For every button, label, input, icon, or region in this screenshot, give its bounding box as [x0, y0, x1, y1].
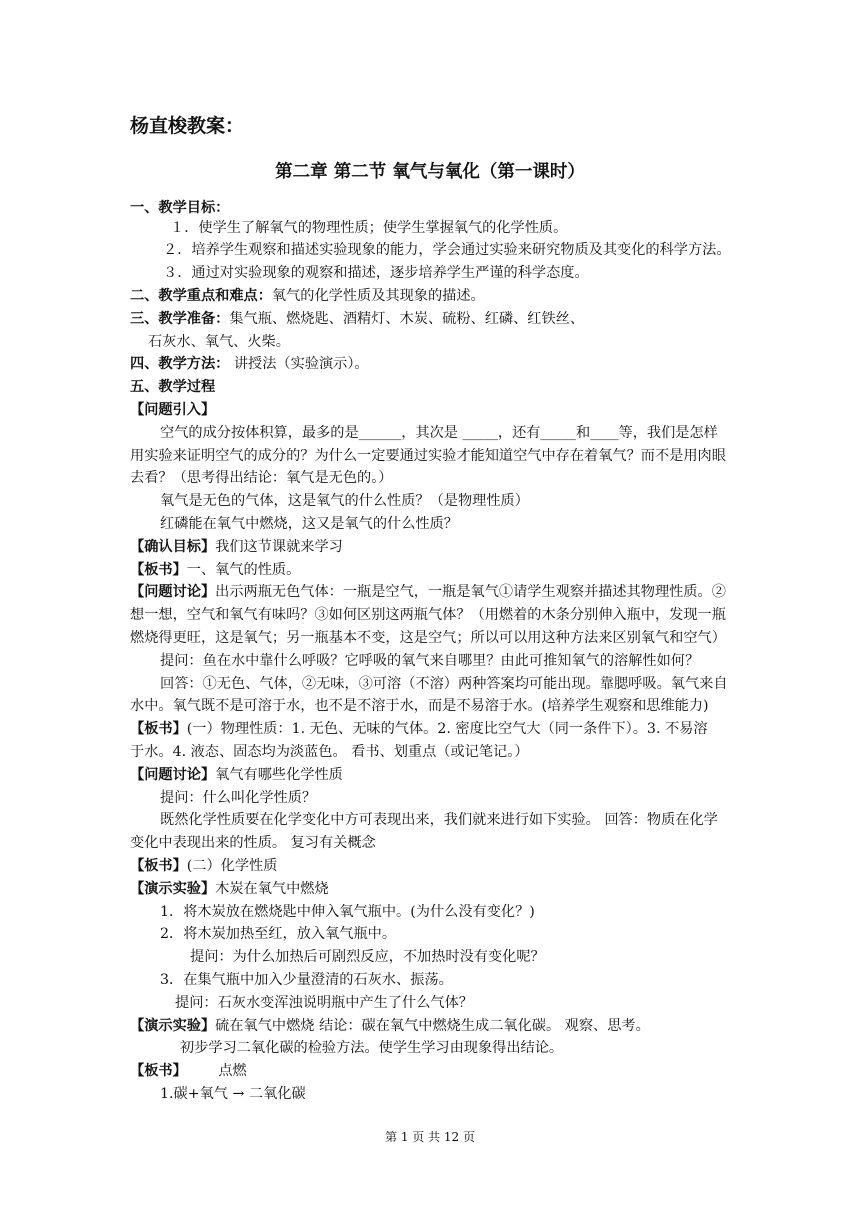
- text-line: 变化中表现出来的性质。 复习有关概念: [130, 835, 376, 851]
- text-line: 既然化学性质要在化学变化中方可表现出来，我们就来进行如下实验。 回答：物质在化学: [160, 812, 718, 828]
- author-heading: 杨直梭教案：: [130, 115, 245, 137]
- block-tag: 【演示实验】硫在氧气中燃烧 结论：碳在氧气中燃烧生成二氧化碳。 观察、思考。: [130, 1018, 650, 1034]
- text-line: 3．在集气瓶中加入少量澄清的石灰水、振荡。: [160, 972, 453, 988]
- text-line: 水中。氧气既不是可溶于水，也不是不溶于水，而是不易溶于水。(培养学生观察和思维能力): [130, 698, 709, 714]
- text-line: 提问：为什么加热后可剧烈反应，不加热时没有变化呢？: [190, 949, 545, 965]
- block-tag: 【板书】(二）化学性质: [130, 858, 278, 874]
- block-tag: 【板书】一、氧气的性质。: [130, 562, 301, 578]
- text-line: 空气的成分按体积算，最多的是______，其次是 _____，还有_____和____等，我们是怎样: [160, 425, 718, 441]
- page-footer: 第 1 页 共 12 页: [385, 1130, 475, 1144]
- text-line: 石灰水、氧气、火柴。: [148, 334, 290, 350]
- text-line: 提问：鱼在水中靠什么呼吸？它呼吸的氧气来自哪里？由此可推知氧气的溶解性如何？: [160, 653, 700, 669]
- text-line: 提问：什么叫化学性质？: [160, 790, 317, 806]
- block-tag: 【问题讨论】出示两瓶无色气体：一瓶是空气，一瓶是氧气①请学生观察并描述其物理性质。②: [130, 584, 726, 600]
- block-tag: 【问题引入】: [130, 402, 216, 418]
- section-heading: 三、教学准备：集气瓶、燃烧匙、酒精灯、木炭、硫粉、红磷、红铁丝、: [130, 311, 585, 327]
- objective-item: ３．通过对实验现象的观察和描述，逐步培养学生严谨的科学态度。: [163, 265, 589, 281]
- section-heading: 四、教学方法： 讲授法（实验演示）。: [130, 356, 369, 372]
- text-line: 去看？（思考得出结论：氧气是无色的。）: [130, 470, 393, 486]
- block-tag: 【演示实验】木炭在氧气中燃烧: [130, 881, 329, 897]
- text-line: 氧气是无色的气体，这是氧气的什么性质？（是物理性质）: [160, 493, 529, 509]
- text-line: 于水。4. 液态、固态均为淡蓝色。 看书、划重点（或记笔记。）: [130, 744, 529, 760]
- text-line: 红磷能在氧气中燃烧，这又是氧气的什么性质？: [160, 516, 458, 532]
- section-heading: 五、教学过程: [130, 379, 216, 395]
- section-heading: 二、教学重点和难点：氧气的化学性质及其现象的描述。: [130, 288, 485, 304]
- objective-item: １．使学生了解氧气的物理性质；使学生掌握氧气的化学性质。: [170, 220, 568, 236]
- text-line: 燃烧得更旺，这是氧气；另一瓶基本不变，这是空气；所以可以用这种方法来区别氧气和空气）: [130, 630, 726, 646]
- block-tag: 【板书】 点燃: [130, 1063, 247, 1079]
- page-title: 第二章 第二节 氧气与氧化（第一课时）: [275, 162, 585, 182]
- text-line: 1．将木炭放在燃烧匙中伸入氧气瓶中。(为什么没有变化？): [160, 904, 535, 920]
- equation-line: 1.碳+氧气 → 二氧化碳: [160, 1086, 306, 1102]
- text-line: 想一想，空气和氧气有味吗？③如何区别这两瓶气体？（用燃着的木条分别伸入瓶中，发现一瓶: [130, 607, 726, 623]
- text-line: 用实验来证明空气的成分的？为什么一定要通过实验才能知道空气中存在着氧气？而不是用肉眼: [130, 448, 726, 464]
- block-tag: 【问题讨论】氧气有哪些化学性质: [130, 767, 343, 783]
- text-line: 初步学习二氧化碳的检验方法。使学生学习由现象得出结论。: [180, 1040, 564, 1056]
- block-tag: 【板书】(一）物理性质：1. 无色、无味的气体。2. 密度比空气大（同一条件下）。3. 不易溶: [130, 721, 708, 737]
- block-tag: 【确认目标】我们这节课就来学习: [130, 539, 343, 555]
- text-line: 提问：石灰水变浑浊说明瓶中产生了什么气体？: [175, 995, 473, 1011]
- text-line: 回答：①无色、气体，②无味，③可溶（不溶）两种答案均可能出现。靠腮呼吸。氧气来自: [160, 676, 728, 692]
- text-line: 2．将木炭加热至红，放入氧气瓶中。: [160, 926, 397, 942]
- section-heading: 一、教学目标：: [130, 200, 230, 216]
- objective-item: ２．培养学生观察和描述实验现象的能力，学会通过实验来研究物质及其变化的科学方法。: [163, 242, 731, 258]
